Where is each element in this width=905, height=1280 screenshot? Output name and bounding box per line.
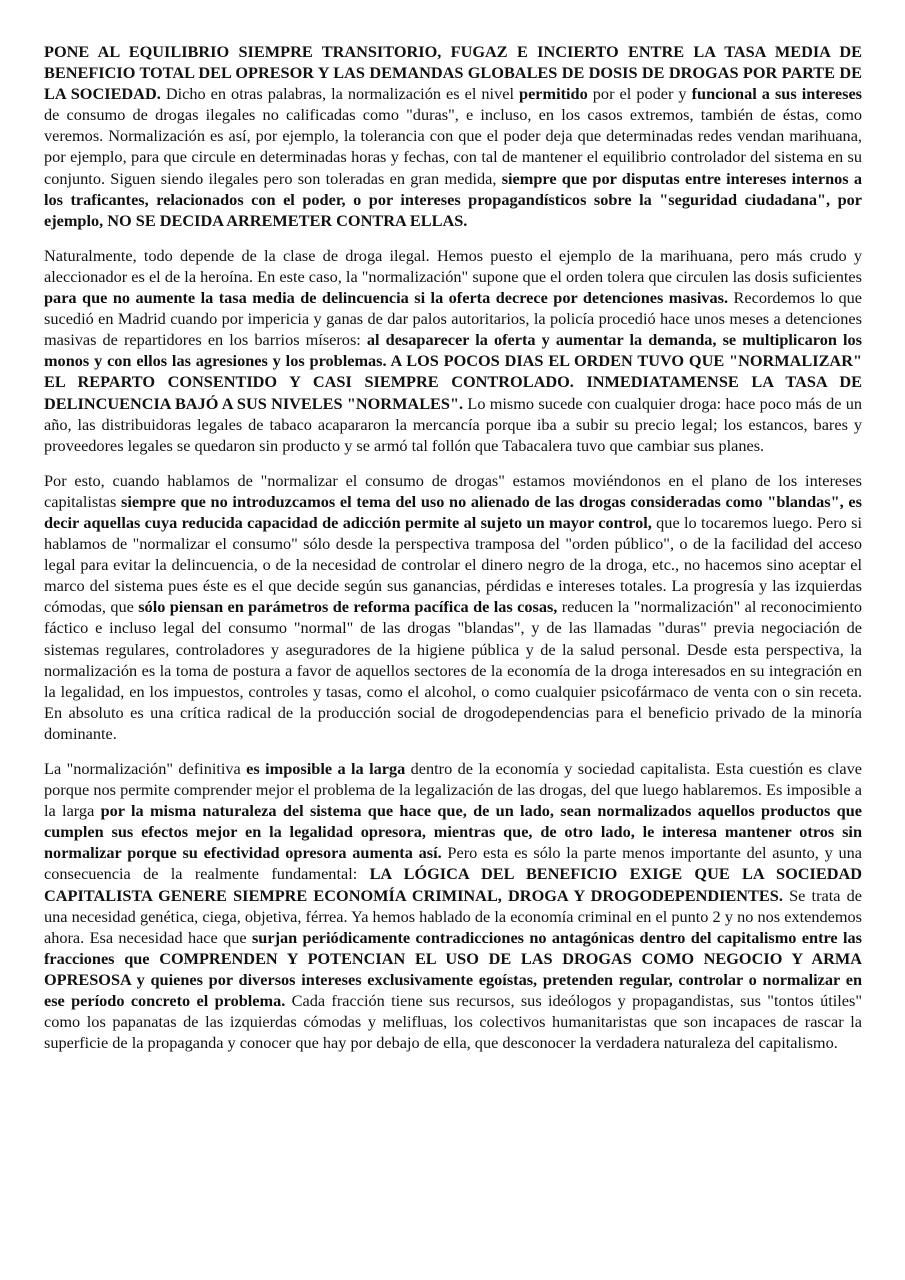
body-text: Pero esta es sólo la parte menos importante del asunto, y una consecuencia de la realmente fundamental:: [44, 843, 862, 884]
body-text: Lo mismo sucede con cualquier droga: hace poco más de un año, las distribuidoras legales de tabaco acapararon la mercancía porque iba a subir su precio legal; los estancos, bares y proveedores legales se quedaron sin producto y se armó tal follón que Tabacalera tuvo que cambiar sus planes.: [44, 393, 863, 455]
bold-text: por la misma naturaleza del sistema que hace que, de un lado, sean normalizados aquellos productos que cumplen sus efectos mejor en la legalidad opresora, mientras que, de otro lado, le interesa mantener otros sin normalizar porque su efectividad opresora aumenta así.: [44, 801, 862, 863]
body-text: La "normalización" definitiva: [44, 759, 247, 778]
bold-text: siempre que por disputas entre intereses internos a los traficantes, relacionados con el poder, o por intereses propagandísticos sobre la "seguridad ciudadana", por ejemplo, NO SE DECIDA ARREMETER CONTRA ELLAS.: [44, 168, 863, 230]
bold-text: permitido: [519, 84, 588, 104]
bold-text: PONE AL EQUILIBRIO SIEMPRE TRANSITORIO, FUGAZ E INCIERTO ENTRE LA TASA MEDIA DE BENEFICIO TOTAL DEL OPRESOR Y LAS DEMANDAS GLOBALES DE DOSIS DE DROGAS POR PARTE DE LA SOCIEDAD.: [44, 42, 862, 104]
paragraph: [44, 470, 862, 744]
paragraph: [44, 758, 862, 1053]
paragraph: [44, 41, 862, 231]
body-text: Naturalmente, todo depende de la clase de droga ilegal. Hemos puesto el ejemplo de la marihuana, pero más crudo y aleccionador es el de la heroína. En este caso, la "normalización" supone que el orden tolera que circulen las dosis suficientes: [44, 245, 862, 286]
body-text: reducen la "normalización" al reconocimiento fáctico e incluso legal del consumo "normal" de las drogas "blandas", y de las llamadas "duras" previa negociación de sistemas regulares, controladores y aseguradores de la higiene pública y de la salud personal. Desde esta perspectiva, la normalización es la toma de postura a favor de aquellos sectores de la economía de la droga interesados en su integración en la legalidad, en los impuestos, controles y tasas, como el alcohol, o como cualquier psicofármaco de venta con o sin receta. En absoluto es una crítica radical de la producción social de drogodependencias para el beneficio privado de la minoría dominante.: [44, 597, 862, 743]
bold-text: surjan periódicamente contradicciones no antagónicas dentro del capitalismo entre las fracciones que COMPRENDEN Y POTENCIAN EL USO DE LAS DROGAS COMO NEGOCIO Y ARMA OPRESOSA y quienes por diversos intereses exclusivamente egoístas, pretenden regular, controlar o normalizar en ese período concreto el problema.: [44, 927, 862, 1011]
body-text: Recordemos lo que sucedió en Madrid cuando por impericia y ganas de dar palos autoritarios, la policía procedió hace unos meses a detenciones masivas de repartidores en los barrios míseros:: [44, 288, 862, 350]
bold-text: siempre que no introduzcamos el tema del uso no alienado de las drogas consideradas como "blandas", es decir aquellas cuya reducida capacidad de adicción permite al sujeto un mayor control,: [44, 491, 862, 532]
paragraph: [44, 245, 862, 456]
bold-text: es imposible a la larga: [246, 759, 406, 778]
body-text: que lo tocaremos luego. Pero si hablamos de "normalizar el consumo" sólo desde la perspectiva tramposa del "orden público", o de la facilidad del acceso legal para evitar la delincuencia, o de la necesidad de controlar el dinero negro de la droga, etc., no hacemos sino aceptar el marco del sistema pues éste es el que decide según sus ganancias, pérdidas e intereses totales. La progresía y las izquierdas cómodas, que: [44, 512, 862, 617]
body-text: Por esto, cuando hablamos de "normalizar el consumo de drogas" estamos moviéndonos en el plano de los intereses capitalistas: [44, 470, 862, 511]
body-text: dentro de la economía y sociedad capitalista. Esta cuestión es clave porque nos permite comprender mejor el problema de la legalización de las drogas, del que luego hablaremos. Es imposible a la larga: [44, 759, 862, 821]
bold-text: para que no aumente la tasa media de delincuencia si la oferta decrece por detenciones masivas.: [44, 288, 729, 308]
body-text: Dicho en otras palabras, la normalización es el nivel: [160, 84, 520, 104]
bold-text: funcional a sus intereses: [691, 84, 863, 104]
body-text: por el poder y: [587, 84, 692, 104]
bold-text: LA LÓGICA DEL BENEFICIO EXIGE QUE LA SOCIEDAD CAPITALISTA GENERE SIEMPRE ECONOMÍA CRIMINAL, DROGA Y DROGODEPENDIENTES.: [44, 864, 863, 905]
bold-text: sólo piensan en parámetros de reforma pacífica de las cosas,: [138, 597, 558, 617]
body-text: de consumo de drogas ilegales no calificadas como "duras", e incluso, en los casos extremos, también de éstas, como veremos. Normalización es así, por ejemplo, la tolerancia con que el poder deja que determinadas redes vendan marihuana, por ejemplo, para que circule en determinadas horas y fechas, con tal de mantener el equilibrio controlador del sistema en su conjunto. Siguen siendo ilegales pero son toleradas en gran medida,: [44, 105, 862, 188]
body-text: Cada fracción tiene sus recursos, sus ideólogos y propagandistas, sus "tontos útiles" como los papanatas de las izquierdas cómodas y melifluas, los colectivos humanitaristas que son incapaces de rascar la superficie de la propaganda y conocer que hay por debajo de ella, que desconocer la verdadera naturaleza del capitalismo.: [44, 991, 862, 1053]
body-text: Se trata de una necesidad genética, ciega, objetiva, férrea. Ya hemos hablado de la economía criminal en el punto 2 y no nos extendemos ahora. Esa necesidad hace que: [44, 885, 863, 947]
bold-text: al desaparecer la oferta y aumentar la demanda, se multiplicaron los monos y con ellos las agresiones y los problemas. A LOS POCOS DIAS EL ORDEN TUVO QUE "NORMALIZAR" EL REPARTO CONSENTIDO Y CASI SIEMPRE CONTROLADO. INMEDIATAMENSE LA TASA DE DELINCUENCIA BAJÓ A SUS NIVELES "NORMALES".: [44, 330, 862, 413]
